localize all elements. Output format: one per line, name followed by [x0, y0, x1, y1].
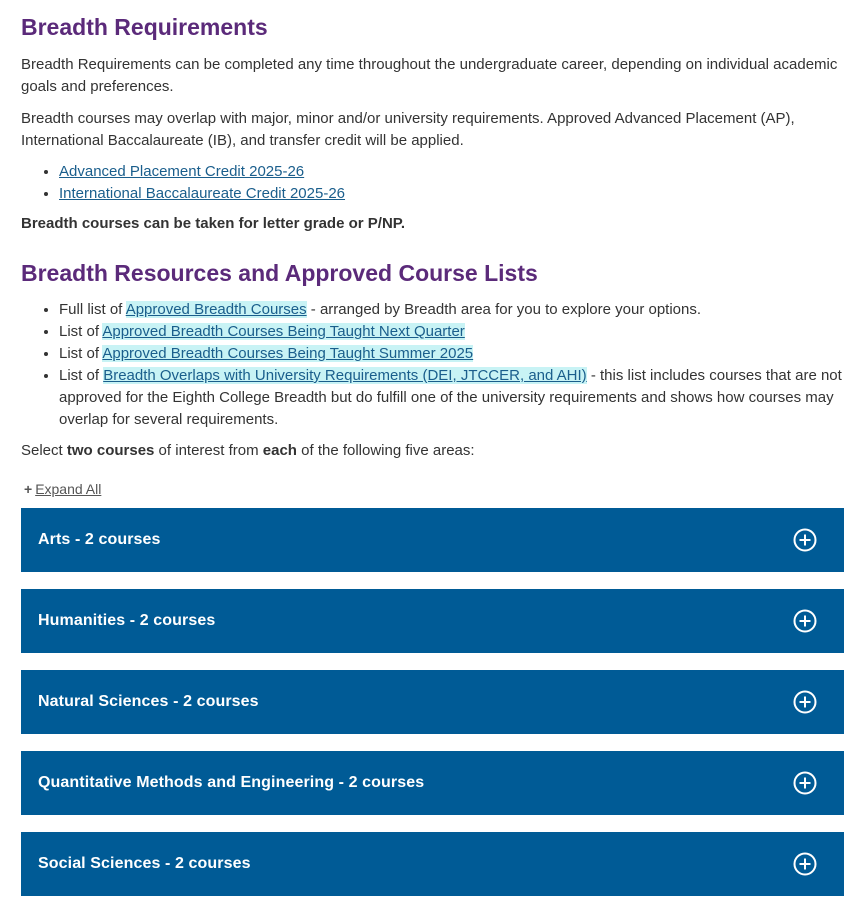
breadth-overlaps-link[interactable]: Breadth Overlaps with University Requirements (DEI, JTCCER, and AHI): [103, 367, 587, 384]
grading-note: Breadth courses can be taken for letter grade or P/NP.: [21, 215, 406, 232]
accordion-item-natural-sciences[interactable]: [21, 670, 844, 734]
accordion-item-social-sciences[interactable]: [21, 832, 844, 896]
accordion-item-title: Quantitative Methods and Engineering - 2 courses: [38, 774, 425, 791]
resources-list: [21, 299, 844, 431]
list-item-suffix: - arranged by Breadth area for you to explore your options.: [306, 301, 702, 318]
expand-all-link[interactable]: Expand All: [35, 481, 102, 497]
select-bold-text: each: [262, 442, 297, 459]
breadth-resources-heading: Breadth Resources and Approved Course Lists: [21, 260, 538, 286]
list-item: [59, 183, 844, 205]
plus-icon: +: [24, 481, 33, 497]
list-item-prefix: List of: [59, 323, 103, 340]
ib-credit-link[interactable]: International Baccalaureate Credit 2025-26: [59, 185, 346, 202]
plus-circle-icon[interactable]: [793, 690, 817, 714]
accordion-item-title: Humanities - 2 courses: [38, 612, 216, 629]
accordion-item-arts[interactable]: [21, 508, 844, 572]
summer-courses-link[interactable]: Approved Breadth Courses Being Taught Summer 2025: [102, 345, 474, 362]
list-item-prefix: Full list of: [59, 301, 126, 318]
list-item: [59, 343, 844, 365]
plus-circle-icon[interactable]: [793, 771, 817, 795]
plus-circle-icon[interactable]: [793, 528, 817, 552]
breadth-requirements-heading: Breadth Requirements: [21, 14, 268, 40]
plus-circle-icon[interactable]: [793, 852, 817, 876]
ap-credit-link[interactable]: Advanced Placement Credit 2025-26: [59, 163, 305, 180]
accordion-item-title: Social Sciences - 2 courses: [38, 855, 251, 872]
accordion-item-humanities[interactable]: [21, 589, 844, 653]
select-text: of the following five areas:: [296, 442, 475, 459]
breadth-intro-paragraph: Breadth Requirements can be completed any time throughout the undergraduate career, depending on individual academic goals and preferences.: [21, 56, 838, 95]
select-text: of interest from: [154, 442, 263, 459]
select-text: Select: [21, 442, 67, 459]
list-item-prefix: List of: [59, 345, 103, 362]
approved-breadth-courses-link[interactable]: Approved Breadth Courses: [125, 301, 307, 318]
list-item: [59, 161, 844, 183]
list-item: [59, 365, 844, 431]
list-item-suffix: - this list includes courses that are not approved for the Eighth College Breadth but do fulfill one of the university requirements and shows how courses may overlap for several requirements.: [59, 367, 842, 428]
list-item: [59, 321, 844, 343]
breadth-overlap-paragraph: Breadth courses may overlap with major, minor and/or university requirements. Approved Advanced Placement (AP), International Baccalaureate (IB), and transfer credit will be applied.: [21, 110, 795, 149]
breadth-areas-accordion: [21, 508, 844, 896]
select-instructions: [21, 440, 844, 462]
accordion-item-title: Arts - 2 courses: [38, 531, 161, 548]
accordion-item-title: Natural Sciences - 2 courses: [38, 693, 259, 710]
list-item-prefix: List of: [59, 367, 104, 384]
plus-circle-icon[interactable]: [793, 609, 817, 633]
expand-all-control[interactable]: [21, 479, 844, 499]
accordion-item-quantitative-methods[interactable]: [21, 751, 844, 815]
select-bold-text: two courses: [66, 442, 155, 459]
credit-links-list: [21, 161, 844, 205]
next-quarter-courses-link[interactable]: Approved Breadth Courses Being Taught Next Quarter: [102, 323, 465, 340]
list-item: [59, 299, 844, 321]
